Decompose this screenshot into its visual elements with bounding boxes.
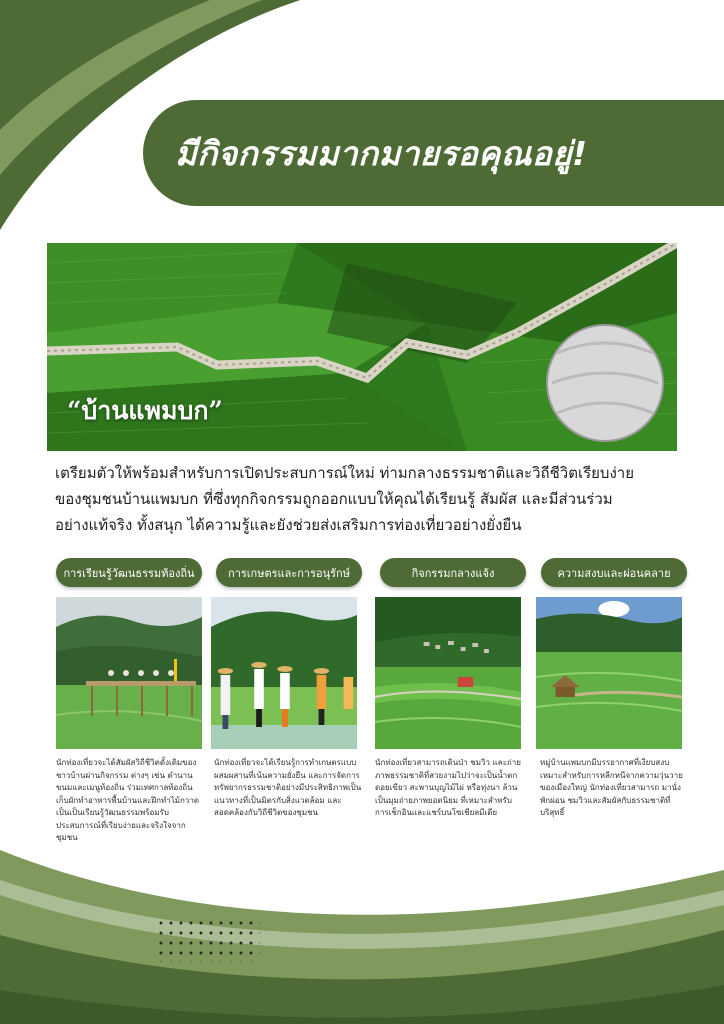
hero-image xyxy=(47,243,677,451)
activity-description-outdoor: นักท่องเที่ยวสามารถเดินป่า ชมวิว และถ่ายภาพธรรมชาติที่สวยงามไปว่าจะเป็นน้ำตก ดอยเขียว สะพานบุญไม้ไผ่ หรือทุ่งนา ล้วนเป็นมุมถ่ายภาพยอดนิยม ที่เหมาะสำหรับการเช็กอินและแชร์บนโซเชียลมีเดีย xyxy=(375,758,521,817)
decorative-dot-grid xyxy=(156,918,260,962)
intro-paragraph xyxy=(55,460,685,538)
activity-description-agriculture: นักท่องเที่ยวจะได้เรียนรู้การทำเกษตรแบบผสมผสานที่เน้นความยั่งยืน และการจัดการทรัพยากรธรรมชาติอย่างมีประสิทธิภาพเป็นแนวทางที่เป็นมิตรกับสิ่งแวดล้อม และสอดคล้องกับวิถีชีวิตของชุมชน xyxy=(214,758,362,817)
page-title: มีกิจกรรมมากมายรอคุณอยู่! xyxy=(175,133,588,173)
activity-pill-outdoor: กิจกรรมกลางแจ้ง xyxy=(380,558,526,587)
activity-photo-culture xyxy=(56,597,202,749)
intro-line: เตรียมตัวให้พร้อมสำหรับการเปิดประสบการณ์ใหม่ ท่ามกลางธรรมชาติและวิถีชีวิตเรียบง่าย xyxy=(55,464,634,482)
activity-pill-agriculture: การเกษตรและการอนุรักษ์ xyxy=(216,558,362,587)
activity-photo-relax xyxy=(536,597,682,749)
activity-photo-agriculture xyxy=(211,597,357,749)
activity-pill-relax: ความสงบและผ่อนคลาย xyxy=(541,558,687,587)
intro-line: อย่างแท้จริง ทั้งสนุก ได้ความรู้และยังช่วยส่งเสริมการท่องเที่ยวอย่างยั่งยืน xyxy=(55,516,522,534)
intro-line: ของชุมชนบ้านแพมบก ที่ซึ่งทุกกิจกรรมถูกออกแบบให้คุณได้เรียนรู้ สัมผัส และมีส่วนร่วม xyxy=(55,490,613,508)
title-banner xyxy=(143,100,724,206)
activity-description-culture: นักท่องเที่ยวจะได้สัมผัสวิถีชีวิตดั้งเดิมของชาวบ้านผ่านกิจกรรม ต่างๆ เช่น ตำนานขนมและเมนูท้องถิ่น ร่วมเทศกาลท้องถิ่น เก็บผักทำอาหารพื้นบ้านและฝึกทำไม้กวาดเป็นเป็นเรียนรู้วัฒนธรรมพร้อมรับประสบการณ์ที่เรียบง่ายและจริงใจจากชุมชน xyxy=(56,758,200,842)
activity-description-relax: หมู่บ้านแพมบกมีบรรยากาศที่เงียบสงบ เหมาะสำหรับการหลีกหนีจากความวุ่นวายของเมืองใหญ่ นักท่องเที่ยวสามารถ มานั่งพักผ่อน ชมวิวและสัมผัสกับธรรมชาติที่บริสุทธิ์ xyxy=(540,758,683,817)
hero-caption: “บ้านแพมบก” xyxy=(67,396,223,425)
activity-photo-outdoor xyxy=(375,597,521,749)
activity-pill-culture: การเรียนรู้วัฒนธรรมท้องถิ่น xyxy=(56,558,202,587)
